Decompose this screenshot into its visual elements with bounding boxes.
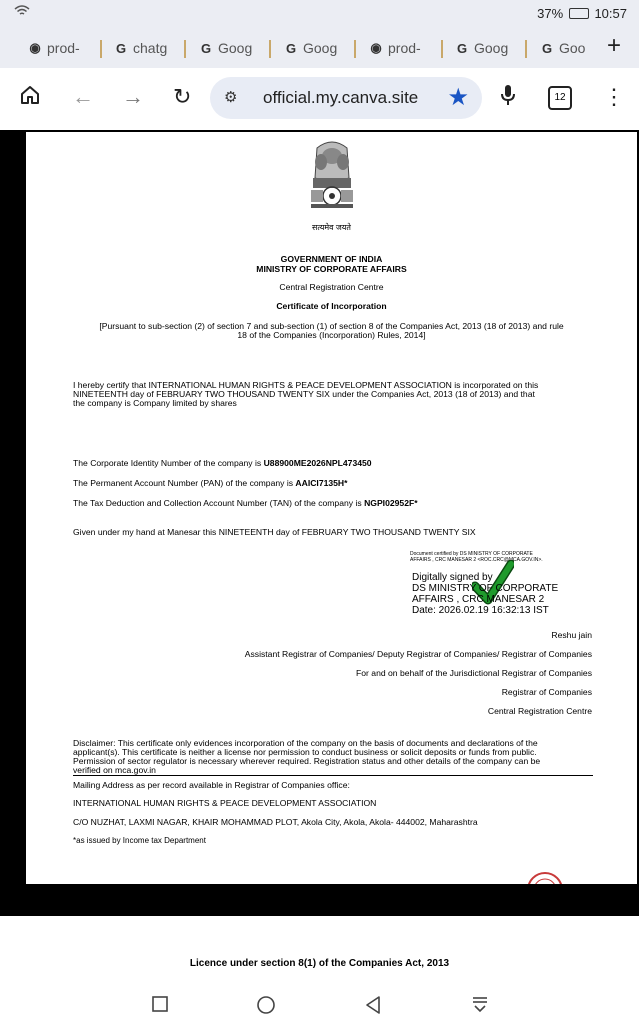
- certificate-document: [26, 132, 637, 884]
- tab-separator: [354, 40, 356, 58]
- tab-3[interactable]: [199, 36, 259, 60]
- government-heading: GOVERNMENT OF INDIA: [280, 254, 383, 264]
- mailing-company-name: INTERNATIONAL HUMAN RIGHTS & PEACE DEVELOPMENT ASSOCIATION: [73, 798, 377, 808]
- chrome-icon: ◉: [29, 40, 41, 55]
- battery-icon: [569, 8, 589, 19]
- footnote: *as issued by Income tax Department: [73, 836, 206, 845]
- divider: [73, 775, 593, 776]
- cin-line: [73, 458, 372, 468]
- home-nav-icon[interactable]: [256, 995, 276, 1021]
- forward-icon[interactable]: →: [122, 84, 144, 109]
- registrar-name: Reshu jain: [551, 630, 592, 640]
- cin-label: The Corporate Identity Number of the company is: [73, 458, 264, 468]
- url-text[interactable]: official.my.canva.site: [263, 88, 419, 107]
- tab-2[interactable]: [114, 36, 174, 60]
- tab-1[interactable]: [28, 36, 90, 60]
- certification-note-2: AFFAIRS , CRC MANESAR 2 <ROC.CRC@MCA.GOV.IN>.: [410, 557, 543, 563]
- keyboard-hide-icon[interactable]: [471, 995, 489, 1019]
- tab-separator: [269, 40, 271, 58]
- tab-label: Goo: [559, 40, 586, 56]
- google-icon: G: [285, 40, 297, 56]
- ministry-heading: MINISTRY OF CORPORATE AFFAIRS: [256, 264, 407, 274]
- battery-level: 37%: [537, 6, 564, 21]
- pursuant-line-1: [Pursuant to sub-section (2) of section 7 and sub-section (1) of section 8 of the Companies Act, 2013 (18 of 2013) and rule: [99, 321, 564, 331]
- reload-icon[interactable]: ↻: [173, 84, 192, 109]
- centre-heading: Central Registration Centre: [279, 282, 384, 292]
- google-icon: G: [200, 40, 212, 56]
- certificate-title: Certificate of Incorporation: [276, 301, 387, 311]
- recent-apps-icon[interactable]: [151, 995, 169, 1019]
- pan-value: AAICI7135H*: [295, 478, 348, 488]
- certification-note-1: Document certified by DS MINISTRY OF CORPORATE: [410, 551, 533, 557]
- tab-label: prod-: [388, 40, 421, 56]
- tab-label: Goog: [303, 40, 338, 56]
- certify-line-2: NINETEENTH day of FEBRUARY TWO THOUSAND TWENTY SIX under the Companies Act, 2013 (18 of 2013) and that: [73, 389, 535, 399]
- tab-separator: [441, 40, 443, 58]
- registrar-role: Assistant Registrar of Companies/ Deputy Registrar of Companies/ Registrar of Companies: [244, 649, 592, 659]
- pursuant-line-2: 18 of the Companies (Incorporation) Rules, 2014]: [237, 330, 426, 340]
- pan-label: The Permanent Account Number (PAN) of the company is: [73, 478, 296, 488]
- signature-date: Date: 2026.02.19 16:32:13 IST: [412, 605, 549, 616]
- tan-line: [73, 498, 418, 508]
- tab-strip: [0, 28, 639, 68]
- google-icon: G: [541, 40, 553, 56]
- status-bar: [0, 0, 639, 28]
- tab-separator: [184, 40, 186, 58]
- tan-label: The Tax Deduction and Collection Account Number (TAN) of the company is: [73, 498, 365, 508]
- google-icon: G: [456, 40, 468, 56]
- tab-label: prod-: [47, 40, 80, 56]
- signature-line-2: DS MINISTRY OF CORPORATE: [412, 583, 559, 594]
- license-note: Licence under section 8(1) of the Companies Act, 2013: [189, 958, 450, 969]
- disclaimer-line-4: verified on mca.gov.in: [73, 765, 156, 775]
- disclaimer-line-2: applicant(s). This certificate is neither a license nor permission to conduct business or solicit deposits or funds from public.: [73, 747, 537, 757]
- certify-line-1: I hereby certify that INTERNATIONAL HUMAN RIGHTS & PEACE DEVELOPMENT ASSOCIATION is incorporated on this: [73, 380, 539, 390]
- mailing-label: Mailing Address as per record available in Registrar of Companies office:: [73, 780, 350, 790]
- national-emblem: [305, 138, 359, 222]
- tab-4[interactable]: [284, 36, 344, 60]
- site-settings-icon[interactable]: ⚙: [224, 89, 238, 106]
- disclaimer-line-3: Permission of sector regulator is necessary wherever required. Registration status and other details of the company can be: [73, 756, 541, 766]
- status-right: [537, 6, 627, 21]
- back-icon[interactable]: ←: [72, 84, 94, 109]
- wifi-icon: [14, 4, 30, 21]
- roc-line: Registrar of Companies: [501, 687, 592, 697]
- certify-line-3: the company is Company limited by shares: [73, 398, 237, 408]
- pan-line: [73, 478, 347, 488]
- emblem-motto: सत्यमेव जयते: [312, 223, 351, 232]
- chrome-icon: ◉: [370, 40, 382, 55]
- tab-5[interactable]: [369, 36, 431, 60]
- tab-7[interactable]: [540, 36, 590, 60]
- mailing-address: C/O NUZHAT, LAXMI NAGAR, KHAIR MOHAMMAD PLOT, Akola City, Akola, Akola- 444002, Maharashtra: [73, 817, 478, 827]
- tab-label: chatg: [133, 40, 168, 56]
- tab-switcher-button[interactable]: 12: [548, 86, 572, 110]
- tab-label: Goog: [474, 40, 509, 56]
- tab-label: Goog: [218, 40, 253, 56]
- given-under-line: Given under my hand at Manesar this NINETEENTH day of FEBRUARY TWO THOUSAND TWENTY SIX: [73, 527, 476, 537]
- address-bar[interactable]: [210, 77, 482, 119]
- signature-line-3: AFFAIRS , CRC MANESAR 2: [412, 594, 545, 605]
- crc-line: Central Registration Centre: [487, 706, 592, 716]
- browser-toolbar: [0, 68, 639, 130]
- more-menu-icon[interactable]: ⋮: [603, 84, 625, 109]
- tan-value: NGPI02952F*: [364, 498, 418, 508]
- new-tab-button[interactable]: +: [606, 32, 621, 59]
- clock: 10:57: [594, 6, 627, 21]
- seal-stamp: [525, 870, 565, 884]
- back-nav-icon[interactable]: [364, 995, 382, 1021]
- tab-separator: [100, 40, 102, 58]
- on-behalf-line: For and on behalf of the Jurisdictional Registrar of Companies: [356, 668, 592, 678]
- tab-separator: [525, 40, 527, 58]
- home-icon[interactable]: [19, 84, 41, 112]
- bookmark-star-icon[interactable]: ★: [447, 84, 469, 111]
- cin-value: U88900ME2026NPL473450: [263, 458, 372, 468]
- disclaimer-line-1: Disclaimer: This certificate only evidences incorporation of the company on the basis of documents and declarations of the: [73, 738, 538, 748]
- tab-6[interactable]: [455, 36, 515, 60]
- microphone-icon[interactable]: [499, 84, 517, 112]
- google-icon: G: [115, 40, 127, 56]
- signature-line-1: Digitally signed by: [412, 572, 493, 583]
